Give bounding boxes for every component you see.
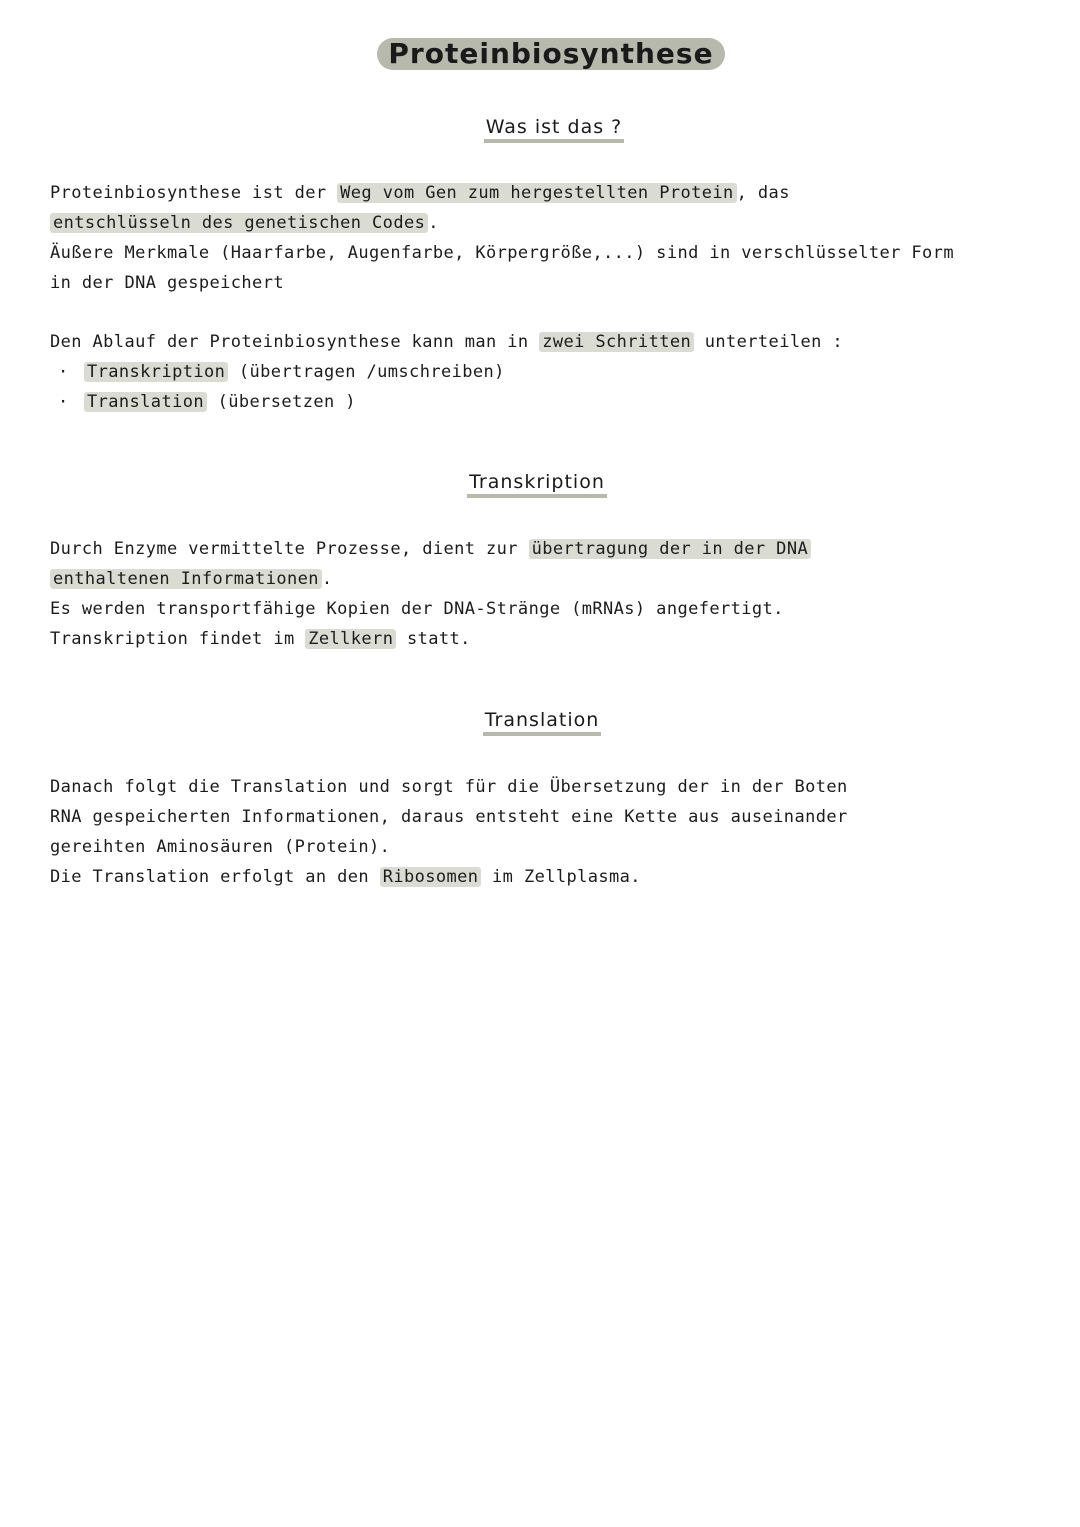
text-line	[50, 534, 811, 564]
text-segment: Proteinbiosynthese ist der	[50, 183, 338, 203]
text-segment: Die Translation erfolgt an den	[50, 867, 380, 887]
text-line	[50, 862, 848, 892]
text-line	[50, 832, 848, 862]
text-segment: Danach folgt die Translation und sorgt für die Übersetzung der in der Boten	[50, 777, 848, 797]
text-line	[50, 208, 954, 238]
highlighted-text: übertragung der in der DNA	[529, 539, 812, 559]
highlighted-text: zwei Schritten	[539, 332, 694, 352]
text-line	[50, 357, 843, 387]
text-segment: .	[321, 569, 333, 589]
highlighted-text: Translation	[84, 392, 207, 412]
text-line	[50, 238, 954, 268]
text-segment: Es werden transportfähige Kopien der DNA-Stränge (mRNAs) angefertigt.	[50, 599, 784, 619]
text-segment: , das	[736, 183, 790, 203]
text-segment: Äußere Merkmale (Haarfarbe, Augenfarbe, Körpergröße,...) sind in verschlüsselter Form	[50, 243, 954, 263]
text-segment: Transkription findet im	[50, 629, 306, 649]
text-line	[50, 327, 843, 357]
text-segment: .	[428, 213, 439, 233]
text-segment: (übersetzen )	[206, 392, 356, 412]
bullet-point: ·	[58, 392, 69, 412]
highlighted-text: Ribosomen	[380, 867, 482, 887]
heading-translation: Translation	[0, 709, 1080, 731]
paragraph-definition	[50, 178, 954, 298]
text-segment: (übertragen /umschreiben)	[228, 362, 505, 382]
text-segment: Durch Enzyme vermittelte Prozesse, dient zur	[50, 539, 529, 559]
bullet-point: ·	[58, 362, 69, 382]
text-segment: in der DNA gespeichert	[50, 273, 284, 293]
text-line	[50, 268, 954, 298]
highlighted-text: Transkription	[84, 362, 228, 382]
text-line	[50, 594, 811, 624]
text-segment: unterteilen :	[694, 332, 843, 352]
text-line	[50, 387, 843, 417]
text-line	[50, 624, 811, 654]
text-segment: Den Ablauf der Proteinbiosynthese kann man in	[50, 332, 540, 352]
text-line	[50, 564, 811, 594]
page-title: Proteinbiosynthese	[377, 38, 725, 70]
heading-transkription: Transkription	[0, 471, 1074, 493]
text-line	[50, 802, 848, 832]
paragraph-ablauf	[50, 327, 843, 417]
highlighted-text: Zellkern	[305, 629, 396, 649]
text-line	[50, 772, 848, 802]
text-segment: im Zellplasma.	[481, 867, 641, 887]
highlighted-text: enthaltenen Informationen	[50, 569, 322, 589]
text-segment: RNA gespeicherten Informationen, daraus entsteht eine Kette aus auseinander	[50, 807, 848, 827]
paragraph-transkription	[50, 534, 811, 654]
highlighted-text: entschlüsseln des genetischen Codes	[50, 213, 428, 233]
text-segment: statt.	[396, 629, 471, 649]
heading-was-ist-das: Was ist das ?	[0, 116, 1080, 138]
paragraph-translation	[50, 772, 848, 892]
highlighted-text: Weg vom Gen zum hergestellten Protein	[337, 183, 737, 203]
text-line	[50, 178, 954, 208]
text-segment: gereihten Aminosäuren (Protein).	[50, 837, 391, 857]
